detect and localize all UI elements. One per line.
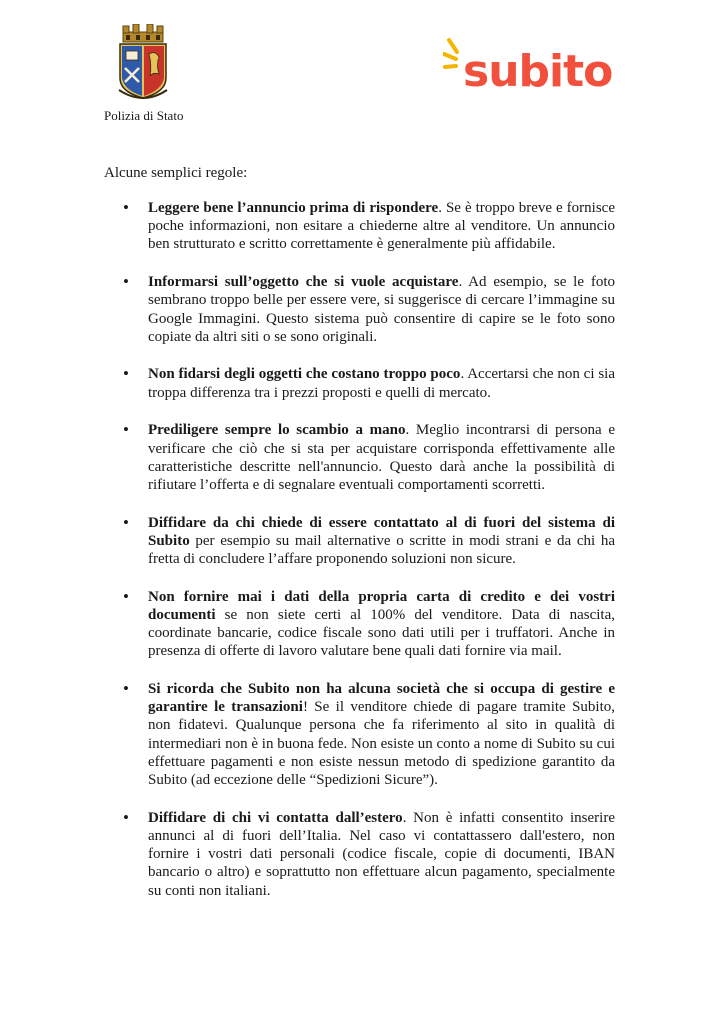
subito-logo xyxy=(443,36,623,96)
subito-logo-text: subito xyxy=(463,46,613,96)
rule-bold: Leggere bene l’annuncio prima di rispondere xyxy=(148,200,439,216)
rule-bold: Non fornire mai i dati della propria carta di credito e dei vostri documenti xyxy=(148,588,615,623)
rule-bold: Diffidare di chi vi contatta dall’estero xyxy=(148,809,403,826)
rule-text: . Non è infatti consentito inserire annunci al di fuori dell’Italia. Nel caso vi contattassero dall'estero, non fornire i vostri dati personali (codice fiscale, copie di documenti, IBAN bancario o altro) e soprattutto non effettuare alcun pagamento, specialmente su conti non italiani. xyxy=(148,809,615,899)
rule-text: . Meglio incontrarsi di persona e verificare che ciò che si sta per acquistare corrisponda effettivamente alle caratteristiche descritte nell'annuncio. Questo darà anche la possibilità di rifiutare l’offerta e di segnalare eventuali comportamenti scorretti. xyxy=(148,422,615,493)
rule-text: ! Se il venditore chiede di pagare tramite Subito, non fidatevi. Qualunque persona che fa riferimento al sito in qualità di intermediari non è in buona fede. Non esiste un conto a nome di Subito su cui effettuare pagamenti e non esiste nessun metodo di spedizione garantito da Subito (ad eccezione delle “Spedizioni Sicure”). xyxy=(148,699,615,789)
list-item xyxy=(148,199,615,254)
list-item xyxy=(148,365,615,401)
rule-bold: Prediligere sempre lo scambio a mano xyxy=(148,422,406,439)
intro-text: Alcune semplici regole: xyxy=(104,165,248,181)
rule-text: per esempio su mail alternative o scritte in modi strani e da chi ha fretta di concludere l’affare proponendo soluzioni non sicure. xyxy=(148,532,615,568)
list-item xyxy=(148,588,615,661)
rule-bold: Non fidarsi degli oggetti che costano troppo poco xyxy=(148,366,461,383)
rule-text: . Se è troppo breve e fornisce poche informazioni, non esitare a chiederne altre al venditore. Un annuncio ben strutturato e scritto correttamente è generalmente più affidabile. xyxy=(148,200,615,253)
list-item xyxy=(148,273,615,346)
polizia-di-stato-logo xyxy=(104,24,182,124)
rule-bold: Informarsi sull’oggetto che si vuole acquistare xyxy=(148,274,459,291)
rule-bold: Si ricorda che Subito non ha alcuna società che si occupa di gestire e garantire le transazioni xyxy=(148,681,615,716)
rules-list xyxy=(148,199,615,919)
police-logo-caption: Polizia di Stato xyxy=(104,108,184,123)
rule-text: . Accertarsi che non ci sia troppa differenza tra i prezzi proposti e quelli di mercato. xyxy=(148,366,615,401)
list-item xyxy=(148,680,615,789)
list-item xyxy=(148,514,615,569)
rule-bold: Diffidare da chi chiede di essere contattato al di fuori del sistema di Subito xyxy=(148,514,615,549)
list-item xyxy=(148,421,615,494)
list-item xyxy=(148,809,615,900)
police-crest-icon xyxy=(115,24,171,106)
rule-text: . Ad esempio, se le foto sembrano troppo belle per essere vere, si suggerisce di cercare l’immagine su Google Immagini. Questo sistema può consentire di capire se le foto sono copiate da altri siti o se sono originali. xyxy=(148,274,615,345)
subito-rays-icon xyxy=(443,36,623,96)
rule-text: se non siete certi al 100% del venditore. Data di nascita, coordinate bancarie, codice fiscale sono dati utili per i truffatori. Anche in presenza di offerte di lavoro valutare bene quali dati fornire via mail. xyxy=(148,606,615,660)
